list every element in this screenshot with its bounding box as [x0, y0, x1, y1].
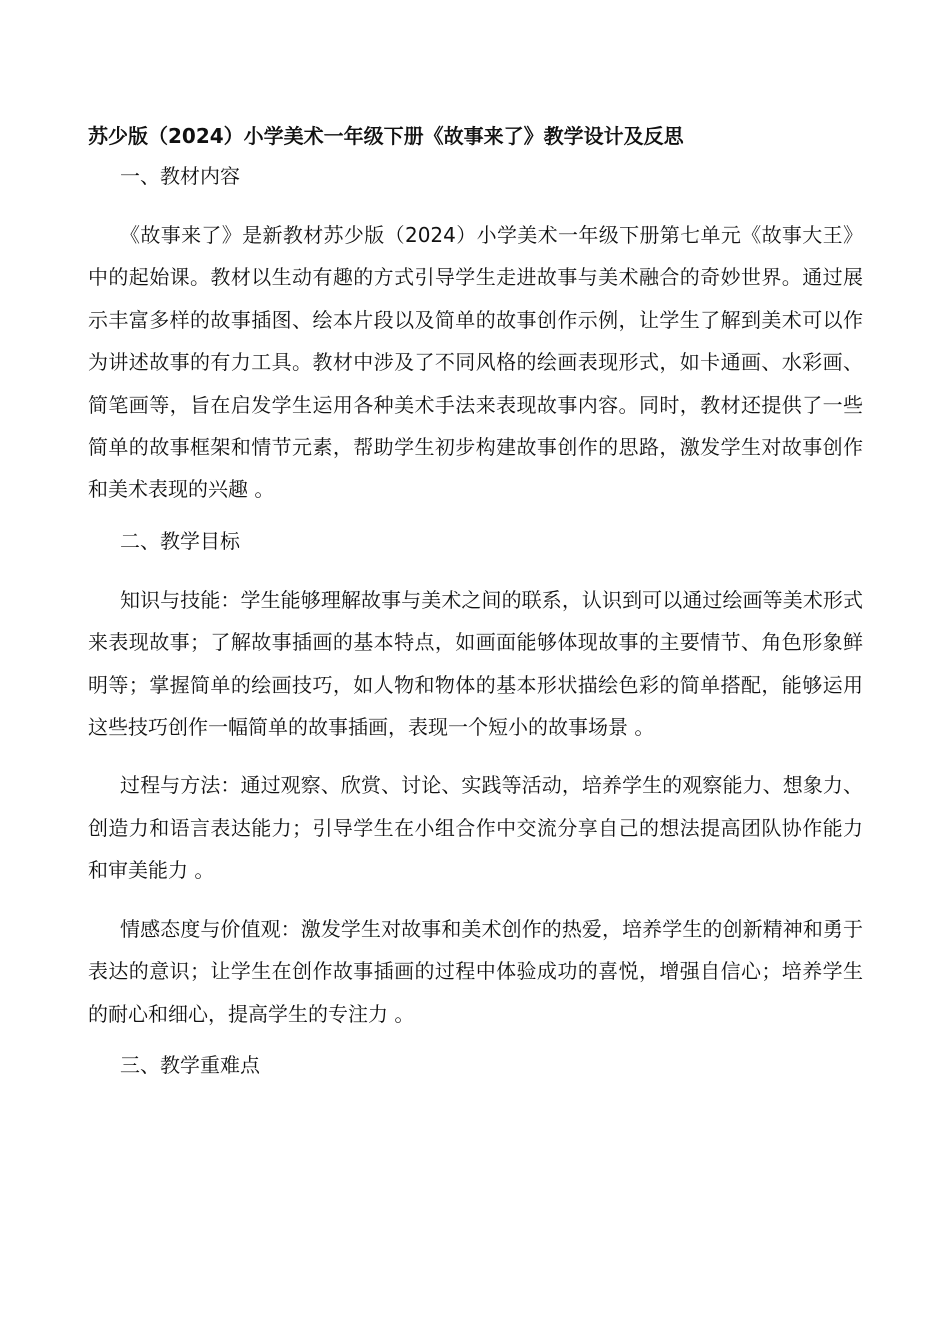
paragraph-process-methods: 过程与方法：通过观察、欣赏、讨论、实践等活动，培养学生的观察能力、想象力、创造力和语言表达能力；引导学生在小组合作中交流分享自己的想法提高团队协作能力和审美能力 。 — [88, 773, 863, 883]
paragraph-materials: 《故事来了》是新教材苏少版（2024）小学美术一年级下册第七单元《故事大王》中的起始课。教材以生动有趣的方式引导学生走进故事与美术融合的奇妙世界。通过展示丰富多样的故事插图、绘本片段以及简单的故事创作示例，让学生了解到美术可以作为讲述故事的有力工具。教材中涉及了不同风格的绘画表现形式，如卡通画、水彩画、简笔画等，旨在启发学生运用各种美术手法来表现故事内容。同时，教材还提供了一些简单的故事框架和情节元素，帮助学生初步构建故事创作的思路，激发学生对故事创作和美术表现的兴趣 。 — [88, 223, 863, 502]
section-heading-objectives: 二、教学目标 — [120, 528, 240, 553]
document-title: 苏少版（2024）小学美术一年级下册《故事来了》教学设计及反思 — [88, 124, 684, 148]
paragraph-emotion-values: 情感态度与价值观：激发学生对故事和美术创作的热爱，培养学生的创新精神和勇于表达的意识；让学生在创作故事插画的过程中体验成功的喜悦，增强自信心；培养学生的耐心和细心，提高学生的专注力 。 — [88, 916, 863, 1026]
section-heading-materials: 一、教材内容 — [120, 164, 240, 188]
section-heading-key-points: 三、教学重难点 — [120, 1052, 260, 1077]
document-body — [88, 122, 863, 1103]
paragraph-knowledge-skills: 知识与技能：学生能够理解故事与美术之间的联系，认识到可以通过绘画等美术形式来表现故事；了解故事插画的基本特点，如画面能够体现故事的主要情节、角色形象鲜明等；掌握简单的绘画技巧，如人物和物体的基本形状描绘色彩的简单搭配，能够运用这些技巧创作一幅简单的故事插画，表现一个短小的故事场景 。 — [88, 587, 863, 740]
